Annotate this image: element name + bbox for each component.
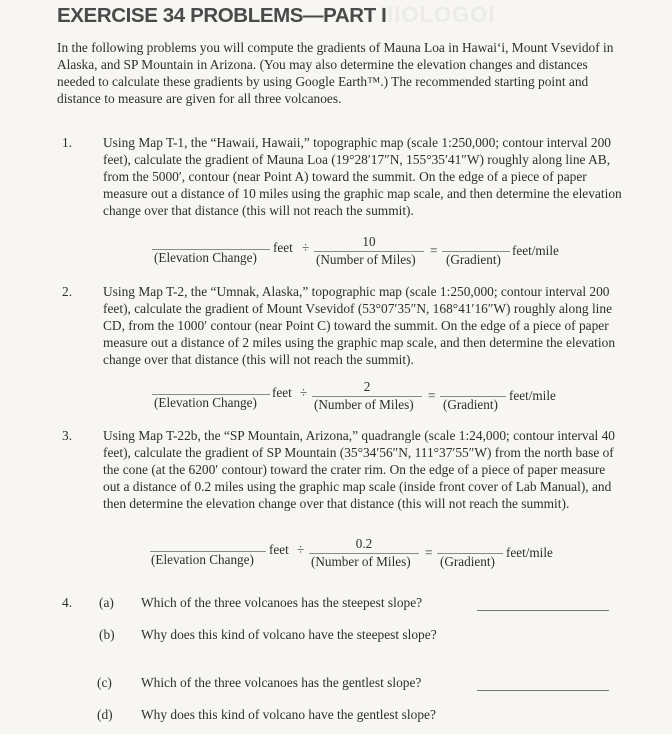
problem-3-number: 3. [62,428,73,443]
question-text: Which of the three volcanoes has the steepest slope? [141,595,423,610]
page-title: EXERCISE 34 PROBLEMS—PART I [57,4,387,27]
equals-symbol: = [430,243,438,258]
question-text: Which of the three volcanoes has the gentlest slope? [141,675,422,690]
answer-line[interactable] [477,690,609,691]
gradient-label: (Gradient) [443,397,498,412]
divide-symbol: ÷ [297,542,305,557]
part-label: (d) [97,707,113,722]
background-ghost-text: IIIOLOGOI [380,2,496,27]
unit-label: feet/mile [512,243,559,258]
miles-label: (Number of Miles) [311,554,411,569]
gradient-label: (Gradient) [446,252,501,267]
answer-line[interactable] [477,610,609,611]
feet-label: feet [273,240,293,255]
question-text: Why does this kind of volcano have the steepest slope? [141,627,437,642]
part-label: (b) [99,627,115,642]
unit-label: feet/mile [506,545,553,560]
part-label: (a) [99,595,114,610]
intro-paragraph: In the following problems you will compute the gradients of Mauna Loa in Hawaiʻi, Mount Vsevidof in Alaska, and SP Mountain in Arizona. (You may also determine the elevation changes and distances needed to calculate these gradients by using Google Earth™.) The recommended starting point and distance to measure are given for all three volcanoes. [57,40,614,106]
problem-3-equation [0,536,672,572]
divide-symbol: ÷ [302,240,310,255]
part-label: (c) [97,675,112,690]
elevation-label: (Elevation Change) [151,552,254,567]
divide-symbol: ÷ [300,385,308,400]
problem-1-number: 1. [62,135,73,150]
miles-value: 0.2 [355,536,373,551]
problem-2-equation [0,379,672,415]
equals-symbol: = [425,545,433,560]
problem-1-equation [0,234,672,270]
question-4-number: 4. [62,595,73,610]
feet-label: feet [272,385,292,400]
elevation-label: (Elevation Change) [154,250,257,265]
question-text: Why does this kind of volcano have the gentlest slope? [141,707,436,722]
equals-symbol: = [428,388,436,403]
problem-2-number: 2. [62,284,73,299]
problem-1-text: Using Map T-1, the “Hawaii, Hawaii,” topographic map (scale 1:250,000; contour interval 200 feet), calculate the gradient of Mauna Loa (19°28′17″N, 155°35′41″W) roughly along line AB, from the 5000′, contour (near Point A) toward the summit. On the edge of a piece of paper measure out a distance of 10 miles using the graphic map scale, and then determine the elevation change over that distance (this will not reach the summit). [103,135,622,218]
problem-3-text: Using Map T-22b, the “SP Mountain, Arizona,” quadrangle (scale 1:24,000; contour interval 40 feet), calculate the gradient of SP Mountain (35°34′56″N, 111°37′55″W) from the north base of the cone (at the 6200′ contour) toward the crater rim. On the edge of a piece of paper measure out a distance of 0.2 miles using the graphic map scale (inside front cover of Lab Manual), and then determine the elevation change over that distance (this will not reach the summit). [103,428,615,511]
feet-label: feet [269,542,289,557]
miles-label: (Number of Miles) [314,397,414,412]
problem-2-text: Using Map T-2, the “Umnak, Alaska,” topographic map (scale 1:250,000; contour interval 200 feet), calculate the gradient of Mount Vsevidof (53°07′35″N, 168°41′16″W) roughly along line CD, from the 1000′ contour (near Point C) toward the summit. On the edge of a piece of paper measure out a distance of 2 miles using the graphic map scale, and then determine the elevation change over that distance (this will not reach the summit). [103,284,616,367]
unit-label: feet/mile [509,388,556,403]
miles-value: 10 [362,234,376,249]
elevation-label: (Elevation Change) [154,395,257,410]
miles-value: 2 [363,379,371,394]
miles-label: (Number of Miles) [316,252,416,267]
gradient-label: (Gradient) [440,554,495,569]
